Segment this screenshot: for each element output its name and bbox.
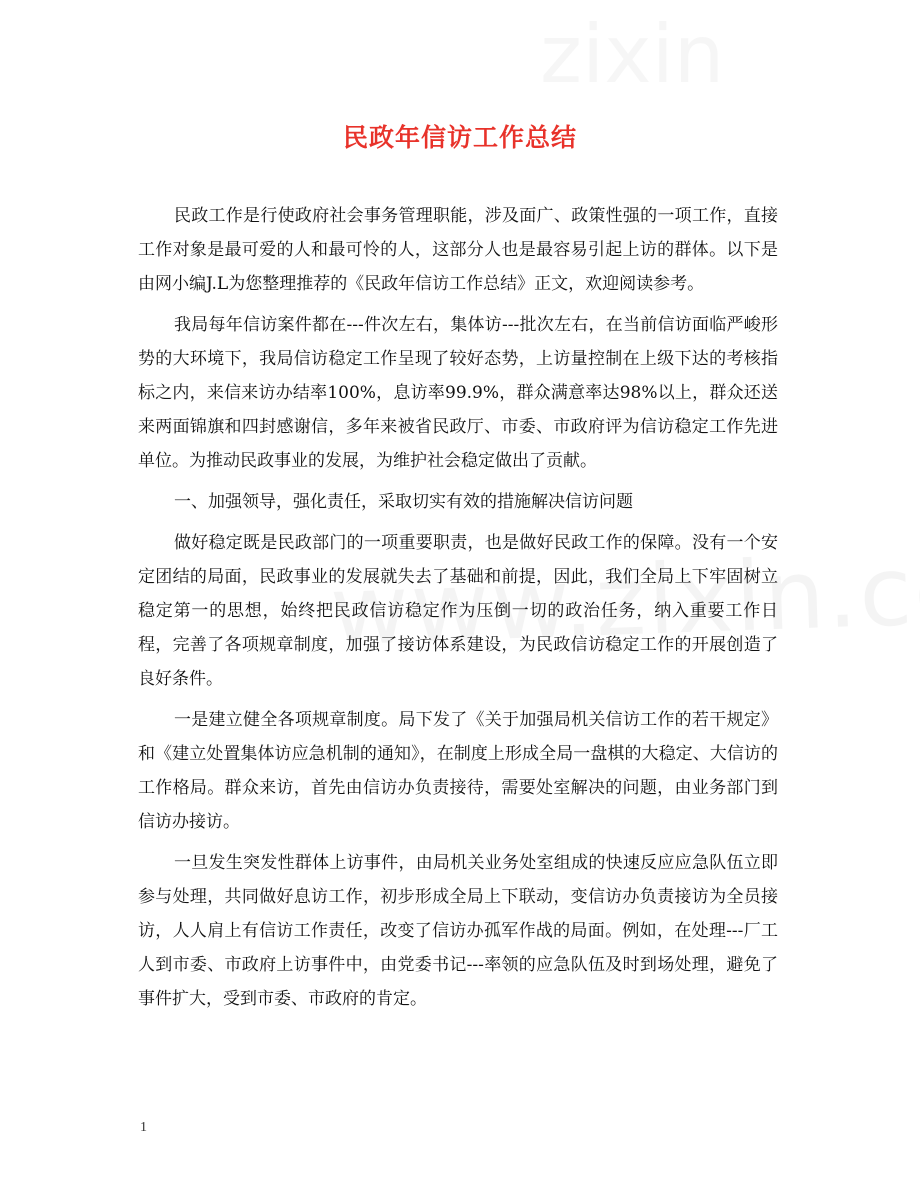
page-number: 1 <box>140 1120 147 1135</box>
paragraph-regulations: 一是建立健全各项规章制度。局下发了《关于加强局机关信访工作的若干规定》和《建立处置集体访应急机制的通知》，在制度上形成全局一盘棋的大稳定、大信访的工作格局。群众来访，首先由信访办负责接待，需要处室解决的问题，由业务部门到信访办接访。 <box>138 710 778 832</box>
paragraph-emergency: 一旦发生突发性群体上访事件，由局机关业务处室组成的快速反应应急队伍立即参与处理，共同做好息访工作，初步形成全局上下联动，变信访办负责接访为全员接访，人人肩上有信访工作责任，改变了信访办孤军作战的局面。例如，在处理---厂工人到市委、市政府上访事件中，由党委书记---率领的应急队伍及时到场处理，避免了事件扩大，受到市委、市政府的肯定。 <box>138 853 778 1009</box>
document-title: 民政年信访工作总结 <box>342 123 577 152</box>
paragraph-stats: 我局每年信访案件都在---件次左右，集体访---批次左右，在当前信访面临严峻形势的大环境下，我局信访稳定工作呈现了较好态势，上访量控制在上级下达的考核指标之内，来信来访办结率100%，息访率99.9%，群众满意率达98%以上，群众还送来两面锦旗和四封感谢信，多年来被省民政厅、市委、市政府评为信访稳定工作先进单位。为推动民政事业的发展，为维护社会稳定做出了贡献。 <box>138 315 778 471</box>
watermark-top <box>540 8 725 101</box>
section-heading: 一、加强领导，强化责任，采取切实有效的措施解决信访问题 <box>174 492 633 512</box>
paragraph-intro: 民政工作是行使政府社会事务管理职能，涉及面广、政策性强的一项工作，直接工作对象是最可爱的人和最可怜的人，这部分人也是最容易引起上访的群体。以下是由网小编J.L为您整理推荐的《民政年信访工作总结》正文，欢迎阅读参考。 <box>138 206 778 294</box>
paragraph-stability: 做好稳定既是民政部门的一项重要职责，也是做好民政工作的保障。没有一个安定团结的局面，民政事业的发展就失去了基础和前提，因此，我们全局上下牢固树立稳定第一的思想，始终把民政信访稳定作为压倒一切的政治任务，纳入重要工作日程，完善了各项规章制度，加强了接访体系建设，为民政信访稳定工作的开展创造了良好条件。 <box>138 533 778 689</box>
document-body <box>138 199 778 1023</box>
